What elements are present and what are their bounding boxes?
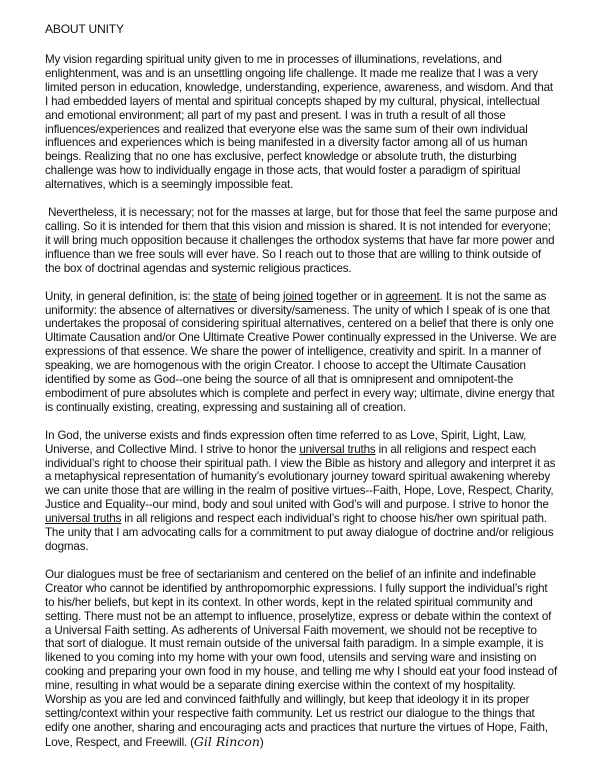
term-universal-truths-1: universal truths (299, 442, 376, 456)
document-page (45, 22, 558, 764)
signature-open: ( (190, 735, 194, 749)
paragraph-5-text: Our dialogues must be free of sectarianism and centered on the belief of an infinite and indefinable Creator who cannot be identified by anthropomorphic expressions. I fully support the individual’s right to his/her beliefs, but kept in its context. In other words, kept in the related spiritual community and setting. There must not be an attempt to influence, proselytize, express or debate within the context of a Universal Faith setting. As adherents of Universal Faith movement, we should not be receptive to that sort of dialogue. It must remain outside of the universal faith paradigm. In a simple example, it is likened to you coming into my home with your own food, utensils and serving ware and insisting on cooking and preparing your own food in my house, and telling me why I should eat your food instead of mine, resulting in what would be a separate dining exercise within the context of my hospitality. Worship as you are led and convinced faithfully and willingly, but keep that ideology it in its proper setting/context within your respective faith community. Let us restrict our dialogue to the things that edify one another, sharing and encouraging acts and practices that nurture the virtues of Hope, Faith, Love, Respect, and Freewill. (45, 567, 558, 749)
paragraph-3 (45, 290, 558, 415)
paragraph-5 (45, 568, 558, 750)
paragraph-2 (45, 206, 558, 276)
paragraph-3-text-3: together or in (313, 289, 386, 303)
signature: Gil Rincon (193, 733, 260, 749)
paragraph-3-text-4: . It is not the same as uniformity: the absence of alternatives or diversity/sameness. The unity of which I speak of is one that undertakes the proposal of considering spiritual alternatives, centered on a belief that there is only one Ultimate Causation and/or One Ultimate Creative Power continually expressed in the Universe. We are expressions of that essence. We share the power of intelligence, creativity and spirit. In a manner of speaking, we are homogenous with the origin Creator. I choose to accept the Ultimate Causation identified by some as God--one being the source of all that is omnipresent and omnipotent-the embodiment of pure absolutes which is complete and perfect in every way; ultimate, divine energy that is continually existing, creating, expressing and sustaining all of creation. (45, 289, 557, 414)
page-title: ABOUT UNITY (45, 22, 124, 36)
term-agreement: agreement (385, 289, 440, 303)
paragraph-4 (45, 429, 558, 554)
term-universal-truths-2: universal truths (45, 512, 122, 526)
paragraph-4-text-1: In God, the universe exists and finds expression often time referred to as Love, Spirit, Light, Law, Universe, and Collective Mind. I strive to honor the (45, 428, 527, 456)
paragraph-3-text-2: of being (236, 289, 284, 303)
paragraph-4-text-3: in all religions and respect each individual’s right to choose his/her own spiritual path. The unity that I am advocating calls for a commitment to put away dialogue of doctrine and/or religious dogmas. (45, 512, 554, 553)
paragraph-4-text-2: in all religions and respect each individual’s right to choose their spiritual path. I view the Bible as history and allegory and interpret it as a metaphysical representation of humanity’s evolutionary journey toward spiritual awakening whereby we can unite those that are willing in the realm of positive virtues--Faith, Hope, Love, Respect, Charity, Justice and Equality--our mind, body and soul united with God’s will and purpose. I strive to honor the (45, 442, 556, 512)
term-state: state (212, 289, 237, 303)
paragraph-3-text-1: Unity, in general definition, is: the (45, 289, 213, 303)
paragraph-1: My vision regarding spiritual unity given to me in processes of illuminations, revelations, and enlightenment, was and is an unsettling ongoing life challenge. It made me realize that I was a very limited person in education, knowledge, understanding, experience, awareness, and wisdom. And that I had embedded layers of mental and spiritual concepts shaped by my cultural, physical, intellectual and emotional environment; all part of my past and present. I was in truth a result of all those influences/experiences and realized that everyone else was the same sum of their own individual influences and experiences which is being manifested in a diversity factor among all of us human beings. Realizing that no one has exclusive, perfect knowledge or absolute truth, the disturbing challenge was how to individually engage in those acts, that would foster a paradigm of spiritual alternatives, which is a seemingly impossible feat. (45, 53, 553, 192)
paragraph-2-text: Nevertheless, it is necessary; not for the masses at large, but for those that feel the same purpose and calling. So it is intended for them that this vision and mission is shared. It is not intended for everyone; it will bring much opposition because it challenges the orthodox systems that have far more power and influence than we free souls will ever have. So I reach out to those that are willing to think outside of the box of doctrinal agendas and systemic religious practices. (45, 206, 558, 275)
term-joined: joined (283, 289, 314, 303)
signature-close: ) (259, 735, 264, 749)
